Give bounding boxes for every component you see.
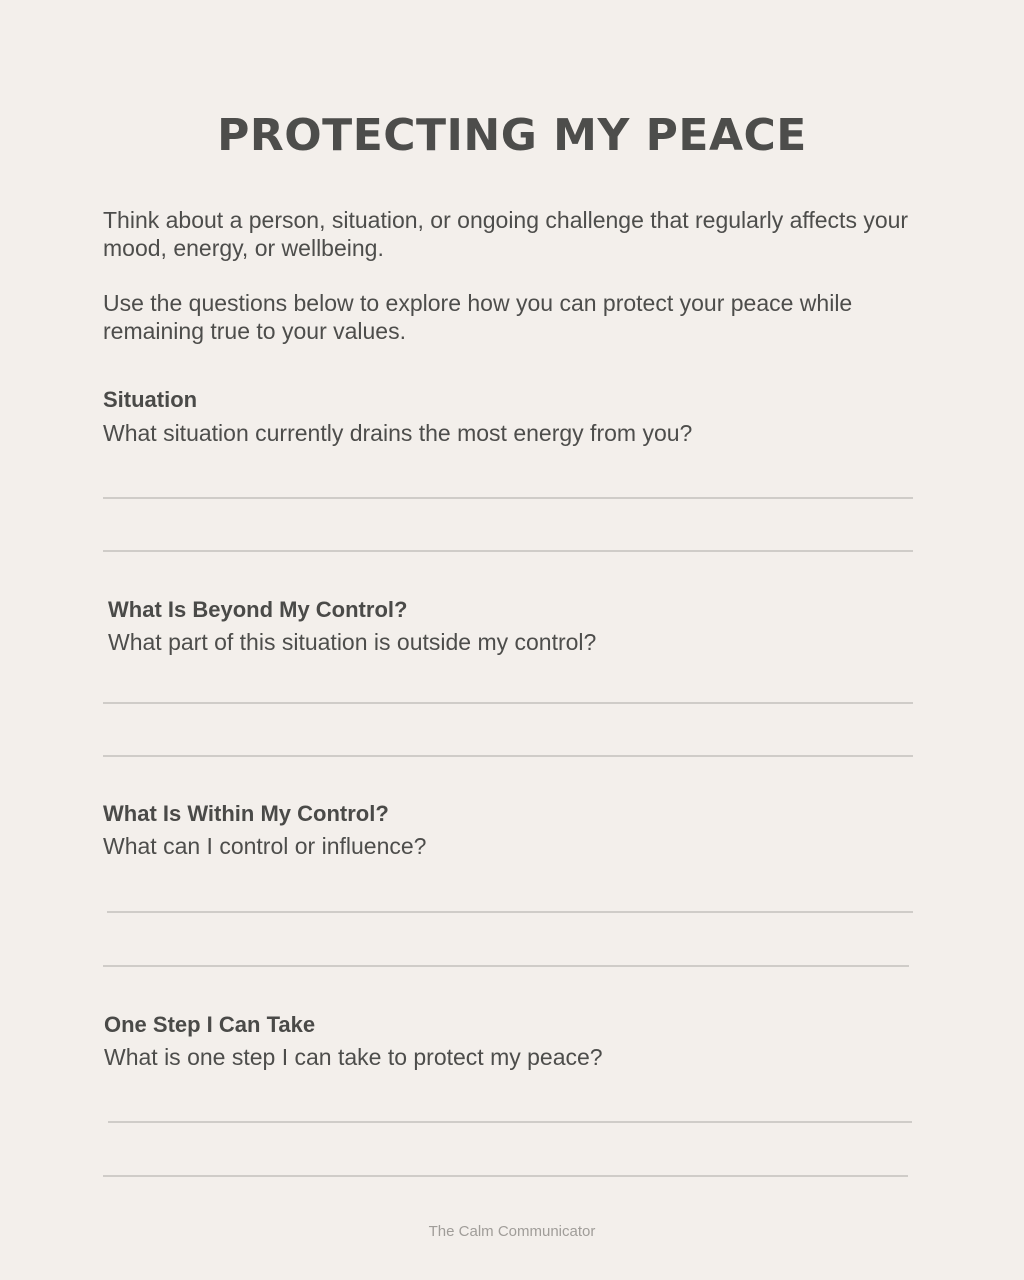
section-prompt: What is one step I can take to protect my peace? [104,1044,603,1070]
answer-line[interactable] [103,965,909,967]
answer-line[interactable] [103,550,913,552]
answer-line[interactable] [103,702,913,704]
footer-brand: The Calm Communicator [428,1223,596,1240]
section-prompt: What can I control or influence? [103,833,427,859]
section-prompt: What part of this situation is outside my control? [108,629,597,655]
page-title: PROTECTING MY PEACE [217,110,807,161]
section-heading: What Is Within My Control? [103,801,389,826]
answer-line[interactable] [103,497,913,499]
intro-paragraph-1: Think about a person, situation, or ongoing challenge that regularly affects your mood, energy, or wellbeing. [103,207,909,261]
section-heading: One Step I Can Take [104,1012,316,1037]
answer-line[interactable] [107,911,913,913]
answer-line[interactable] [108,1121,912,1123]
intro-paragraph-2: Use the questions below to explore how you can protect your peace while remaining true to your values. [103,290,853,344]
section-prompt: What situation currently drains the most energy from you? [103,420,693,446]
section-heading: What Is Beyond My Control? [108,597,408,622]
answer-line[interactable] [103,755,913,757]
section-heading: Situation [103,387,198,412]
answer-line[interactable] [103,1175,908,1177]
